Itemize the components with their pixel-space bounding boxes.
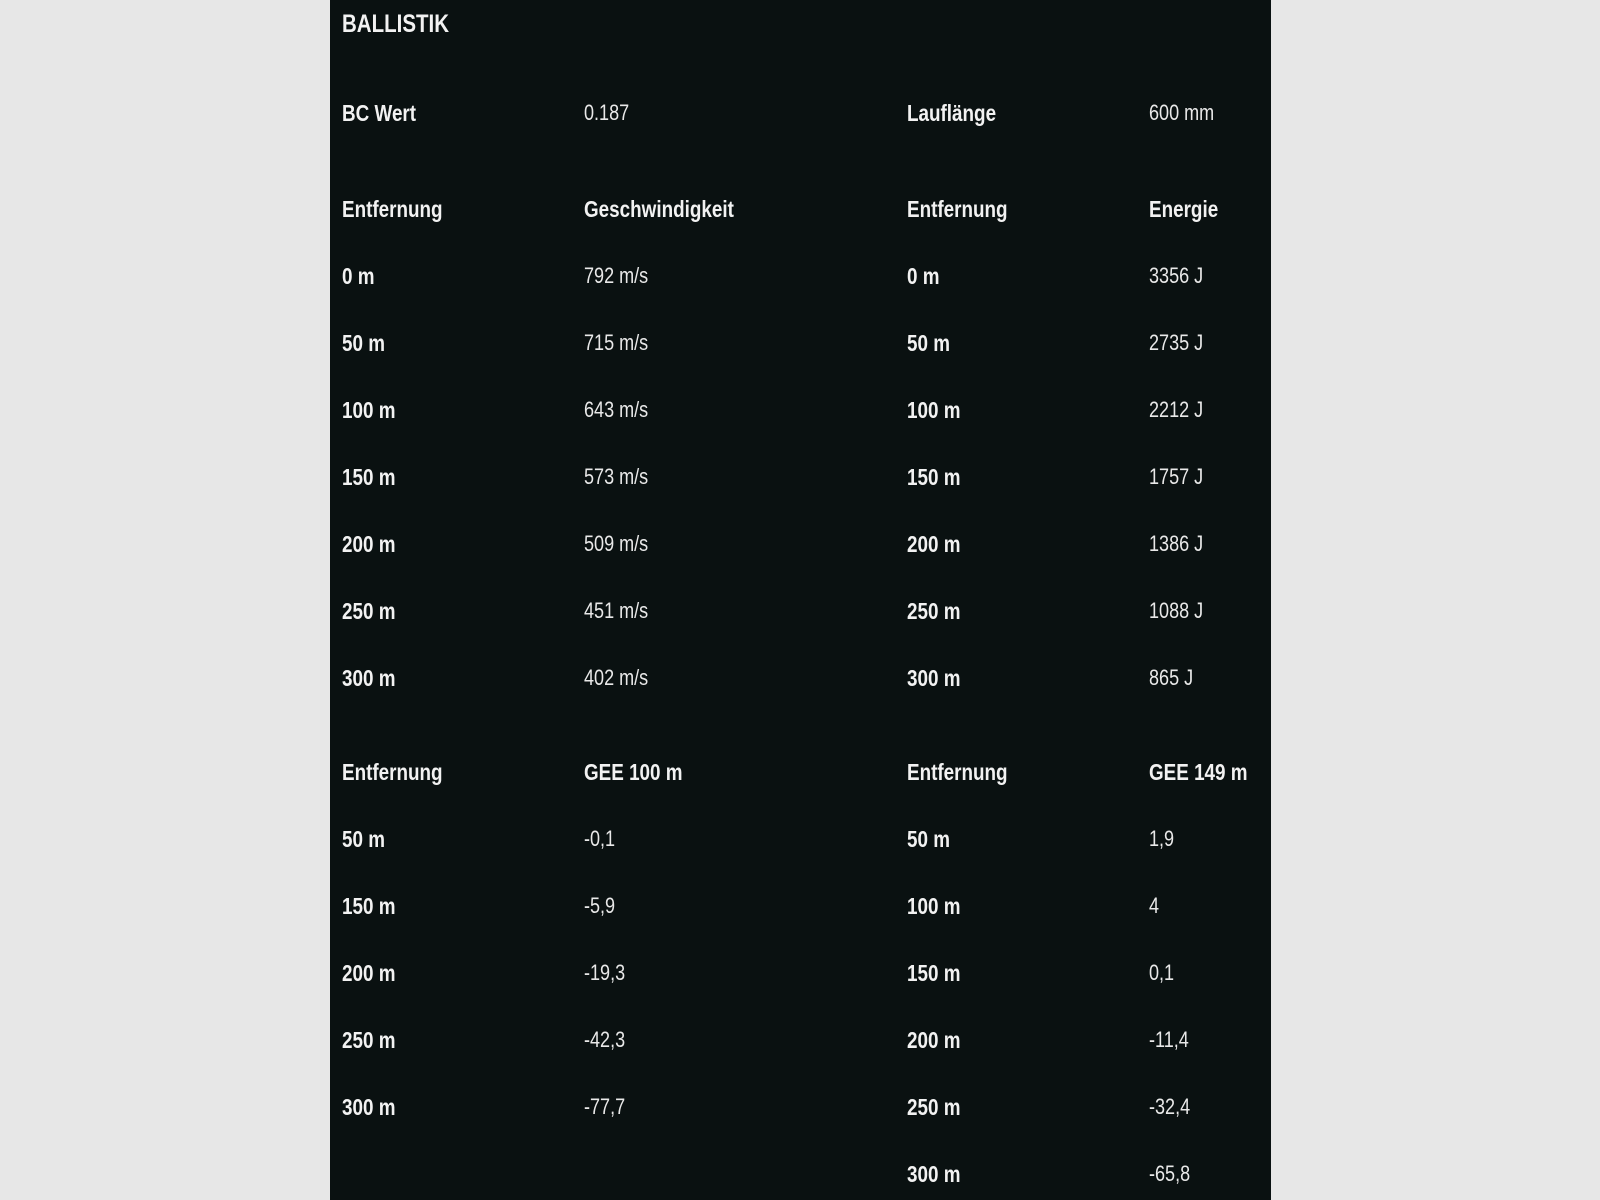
table-row-value: -11,4	[1149, 1027, 1189, 1052]
table-row-distance: 200 m	[907, 531, 961, 557]
table-row-distance: 300 m	[342, 665, 396, 691]
table-row-distance: 250 m	[907, 598, 961, 624]
table-row-distance: 250 m	[342, 598, 396, 624]
table-row-distance: 150 m	[907, 464, 961, 490]
table-row-distance: 50 m	[907, 826, 950, 852]
table-row-distance: 50 m	[907, 330, 950, 356]
table-row-value: -65,8	[1149, 1161, 1191, 1186]
energy-header-distance: Entfernung	[907, 196, 1008, 222]
table-row-distance: 300 m	[342, 1094, 396, 1120]
table-row-distance: 50 m	[342, 826, 385, 852]
table-row-value: 402 m/s	[584, 665, 649, 690]
table-row-value: 4	[1149, 893, 1160, 918]
table-row-value: -5,9	[584, 893, 616, 918]
table-row-distance: 0 m	[342, 263, 375, 289]
table-row-distance: 150 m	[342, 893, 396, 919]
table-row-value: 1,9	[1149, 826, 1175, 851]
table-row-value: -77,7	[584, 1094, 626, 1119]
table-row-value: 0,1	[1149, 960, 1175, 985]
table-row-distance: 200 m	[342, 960, 396, 986]
ballistics-panel	[330, 0, 1271, 1200]
table-row-distance: 0 m	[907, 263, 940, 289]
table-row-distance: 150 m	[342, 464, 396, 490]
table-row-value: -32,4	[1149, 1094, 1191, 1119]
gee100-header-drop: GEE 100 m	[584, 759, 683, 785]
table-row-value: 715 m/s	[584, 330, 649, 355]
table-row-distance: 200 m	[907, 1027, 961, 1053]
table-row-value: 573 m/s	[584, 464, 649, 489]
table-row-value: -0,1	[584, 826, 616, 851]
section-title: BALLISTIK	[342, 10, 450, 38]
velocity-header-speed: Geschwindigkeit	[584, 196, 734, 222]
energy-header-energy: Energie	[1149, 196, 1219, 222]
barrel-length-label: Lauflänge	[907, 100, 997, 126]
table-row-value: 792 m/s	[584, 263, 649, 288]
table-row-distance: 300 m	[907, 665, 961, 691]
table-row-value: 865 J	[1149, 665, 1194, 690]
table-row-value: 1757 J	[1149, 464, 1204, 489]
table-row-distance: 300 m	[907, 1161, 961, 1187]
table-row-distance: 50 m	[342, 330, 385, 356]
barrel-length-value: 600 mm	[1149, 100, 1215, 125]
table-row-value: 509 m/s	[584, 531, 649, 556]
table-row-value: 451 m/s	[584, 598, 649, 623]
table-row-distance: 250 m	[907, 1094, 961, 1120]
table-row-value: 1088 J	[1149, 598, 1204, 623]
table-row-distance: 200 m	[342, 531, 396, 557]
bc-value: 0.187	[584, 100, 630, 125]
table-row-value: 643 m/s	[584, 397, 649, 422]
table-row-value: 2735 J	[1149, 330, 1204, 355]
bc-label: BC Wert	[342, 100, 417, 126]
table-row-value: -42,3	[584, 1027, 626, 1052]
table-row-distance: 100 m	[907, 397, 961, 423]
gee100-header-distance: Entfernung	[342, 759, 443, 785]
gee149-header-drop: GEE 149 m	[1149, 759, 1248, 785]
velocity-header-distance: Entfernung	[342, 196, 443, 222]
table-row-distance: 100 m	[342, 397, 396, 423]
table-row-distance: 150 m	[907, 960, 961, 986]
table-row-value: -19,3	[584, 960, 626, 985]
table-row-value: 1386 J	[1149, 531, 1204, 556]
table-row-distance: 250 m	[342, 1027, 396, 1053]
gee149-header-distance: Entfernung	[907, 759, 1008, 785]
table-row-value: 3356 J	[1149, 263, 1204, 288]
table-row-value: 2212 J	[1149, 397, 1204, 422]
table-row-distance: 100 m	[907, 893, 961, 919]
